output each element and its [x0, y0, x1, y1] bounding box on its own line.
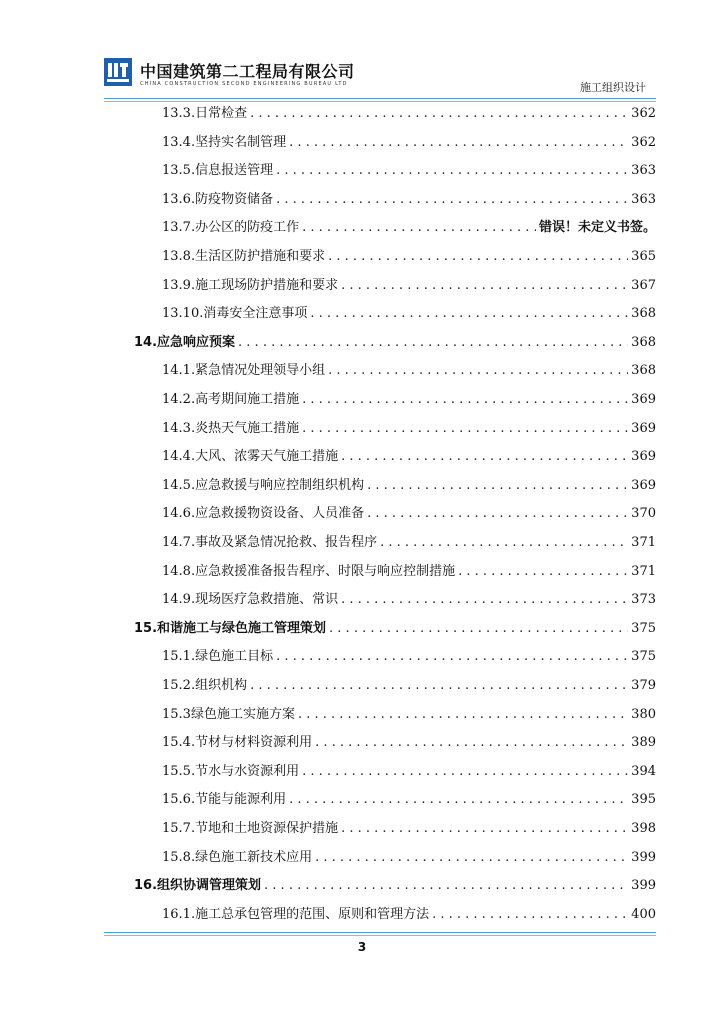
toc-page-number: 368 — [631, 306, 656, 322]
toc-dot-leader — [276, 161, 628, 181]
toc-entry-title: 13.5.信息报送管理 — [162, 163, 274, 179]
toc-entry-title: 16.组织协调管理策划 — [134, 878, 262, 894]
toc-entry-title: 15.8.绿色施工新技术应用 — [162, 849, 313, 865]
toc-entry-title: 13.4.坚持实名制管理 — [162, 134, 287, 150]
toc-chapter-entry[interactable] — [134, 619, 656, 639]
toc-entry-title: 16.1.施工总承包管理的范围、原则和管理方法 — [162, 906, 430, 922]
toc-dot-leader — [328, 247, 628, 267]
toc-page-number: 363 — [631, 191, 656, 207]
toc-entry-title: 13.9.施工现场防护措施和要求 — [162, 277, 339, 293]
toc-page-number: 369 — [631, 477, 656, 493]
toc-section-entry[interactable] — [162, 676, 656, 696]
toc-page-number: 394 — [631, 763, 656, 779]
toc-page-number: 370 — [631, 506, 656, 522]
toc-dot-leader — [302, 390, 628, 410]
toc-section-entry[interactable] — [162, 562, 656, 582]
toc-page-number: 371 — [631, 563, 656, 579]
toc-section-entry[interactable] — [162, 905, 656, 925]
toc-page-number: 368 — [631, 363, 656, 379]
toc-page-number: 368 — [631, 334, 656, 350]
toc-dot-leader — [380, 533, 628, 553]
company-logo-icon — [104, 58, 132, 86]
toc-entry-title: 14.1.紧急情况处理领导小组 — [162, 363, 326, 379]
toc-dot-leader — [341, 276, 628, 296]
toc-dot-leader — [302, 218, 536, 238]
toc-page-number: 375 — [631, 649, 656, 665]
toc-entry-title: 15.2.组织机构 — [162, 678, 248, 693]
toc-section-entry[interactable] — [162, 390, 656, 410]
company-name-english: CHINA CONSTRUCTION SECOND ENGINEERING BUREAU LTD — [140, 81, 348, 87]
toc-dot-leader — [276, 647, 628, 667]
toc-section-entry[interactable] — [162, 104, 656, 124]
toc-entry-title: 15.6.节能与能源利用 — [162, 792, 287, 808]
toc-page-number: 367 — [631, 277, 656, 293]
footer-rule — [104, 932, 656, 933]
toc-entry-title: 14.5.应急救援与响应控制组织机构 — [162, 477, 365, 493]
toc-section-entry[interactable] — [162, 419, 656, 439]
toc-entry-title: 14.8.应急救援准备报告程序、时限与响应控制措施 — [162, 563, 456, 579]
toc-entry-title: 14.9.现场医疗急救措施、常识 — [162, 592, 339, 608]
toc-page-number: 362 — [631, 106, 656, 121]
toc-entry-title: 13.8.生活区防护措施和要求 — [162, 249, 326, 264]
toc-dot-leader — [367, 504, 628, 524]
toc-entry-title: 15.7.节地和土地资源保护措施 — [162, 821, 339, 836]
toc-page-number: 369 — [631, 420, 656, 436]
toc-page-number: 365 — [631, 249, 656, 264]
toc-page-number: 399 — [631, 878, 656, 894]
toc-section-entry[interactable] — [162, 447, 656, 467]
toc-page-number: 362 — [631, 134, 656, 150]
toc-dot-leader — [341, 590, 628, 610]
toc-section-entry[interactable] — [162, 848, 656, 868]
toc-entry-title: 13.3.日常检查 — [162, 106, 248, 121]
toc-page-number: 398 — [631, 821, 656, 836]
toc-dot-leader — [329, 619, 628, 639]
toc-page-number: 379 — [631, 678, 656, 693]
toc-section-entry[interactable] — [162, 762, 656, 782]
toc-section-entry[interactable] — [162, 190, 656, 210]
toc-dot-leader — [432, 905, 628, 925]
toc-dot-leader — [310, 304, 628, 324]
toc-section-entry[interactable] — [162, 161, 656, 181]
toc-entry-title: 14.应急响应预案 — [134, 334, 236, 350]
header-rule — [104, 98, 656, 99]
toc-chapter-entry[interactable] — [134, 876, 656, 896]
page-header — [104, 50, 656, 98]
toc-section-entry[interactable] — [162, 819, 656, 839]
toc-section-entry[interactable] — [162, 504, 656, 524]
toc-entry-title: 13.7.办公区的防疫工作 — [162, 220, 300, 236]
toc-dot-leader — [315, 733, 628, 753]
toc-dot-leader — [250, 104, 628, 124]
toc-section-entry[interactable] — [162, 218, 656, 238]
toc-page-number: 380 — [631, 706, 656, 722]
toc-dot-leader — [298, 705, 628, 725]
toc-page-number: 400 — [631, 906, 656, 922]
toc-dot-leader — [341, 819, 628, 839]
header-rule-thin — [104, 101, 656, 102]
toc-bookmark-error: 错误！未定义书签。 — [538, 220, 656, 236]
toc-page-number: 389 — [631, 735, 656, 751]
toc-entry-title: 14.4.大风、浓雾天气施工措施 — [162, 449, 339, 465]
toc-entry-title: 15.和谐施工与绿色施工管理策划 — [134, 620, 327, 636]
toc-dot-leader — [341, 447, 628, 467]
toc-entry-title: 13.6.防疫物资储备 — [162, 191, 274, 207]
toc-page-number: 399 — [631, 849, 656, 865]
document-title: 施工组织设计 — [580, 81, 646, 94]
toc-entry-title: 14.2.高考期间施工措施 — [162, 392, 300, 407]
toc-section-entry[interactable] — [162, 304, 656, 324]
toc-entry-title: 15.5.节水与水资源利用 — [162, 763, 300, 779]
toc-page-number: 363 — [631, 163, 656, 179]
toc-chapter-entry[interactable] — [134, 333, 656, 353]
toc-section-entry[interactable] — [162, 590, 656, 610]
toc-dot-leader — [276, 190, 628, 210]
toc-section-entry[interactable] — [162, 361, 656, 381]
toc-dot-leader — [367, 476, 628, 496]
toc-dot-leader — [315, 848, 628, 868]
toc-entry-title: 15.1.绿色施工目标 — [162, 649, 274, 665]
company-name: 中国建筑第二工程局有限公司 — [140, 62, 355, 81]
toc-section-entry[interactable] — [162, 533, 656, 553]
toc-dot-leader — [302, 762, 628, 782]
toc-dot-leader — [238, 333, 628, 353]
toc-entry-title: 14.3.炎热天气施工措施 — [162, 420, 300, 436]
footer-rule-thin — [104, 935, 656, 936]
toc-entry-title: 14.7.事故及紧急情况抢救、报告程序 — [162, 535, 378, 550]
toc-entry-title: 14.6.应急救援物资设备、人员准备 — [162, 506, 365, 522]
toc-dot-leader — [302, 419, 628, 439]
toc-dot-leader — [250, 676, 628, 696]
toc-page-number: 371 — [631, 535, 656, 550]
toc-section-entry[interactable] — [162, 647, 656, 667]
toc-page-number: 369 — [631, 392, 656, 407]
toc-entry-title: 15.4.节材与材料资源利用 — [162, 735, 313, 751]
toc-section-entry[interactable] — [162, 790, 656, 810]
toc-dot-leader — [289, 790, 628, 810]
toc-section-entry[interactable] — [162, 133, 656, 153]
page-number: 3 — [357, 940, 367, 954]
toc-entry-title: 13.10.消毒安全注意事项 — [162, 306, 308, 322]
toc-section-entry[interactable] — [162, 247, 656, 267]
toc-entry-title: 15.3绿色施工实施方案 — [162, 706, 295, 722]
toc-page-number: 373 — [631, 592, 656, 608]
toc-dot-leader — [328, 361, 628, 381]
toc-dot-leader — [458, 562, 628, 582]
toc-dot-leader — [289, 133, 628, 153]
toc-page-number: 369 — [631, 449, 656, 465]
toc-page-number: 395 — [631, 792, 656, 808]
toc-page-number: 375 — [631, 620, 656, 636]
toc-dot-leader — [264, 876, 628, 896]
toc-section-entry[interactable] — [162, 276, 656, 296]
toc-section-entry[interactable] — [162, 476, 656, 496]
toc-section-entry[interactable] — [162, 705, 656, 725]
toc-section-entry[interactable] — [162, 733, 656, 753]
